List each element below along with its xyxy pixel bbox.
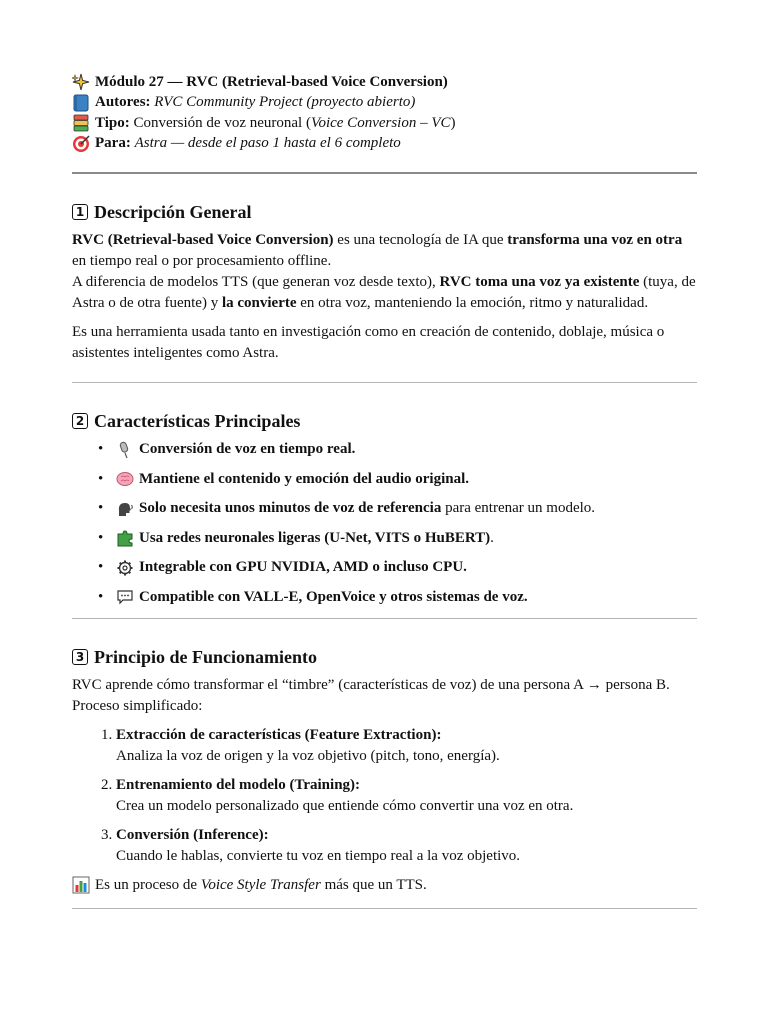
list-item bbox=[98, 557, 697, 578]
step-title: 1. Extracción de características (Feature Extraction): bbox=[116, 726, 442, 743]
section-2-heading bbox=[72, 409, 697, 433]
list-item bbox=[98, 439, 697, 460]
bold-text: RVC toma una voz ya existente bbox=[439, 274, 640, 290]
brain-icon bbox=[116, 470, 134, 488]
step-title: 3. Conversión (Inference): bbox=[116, 826, 269, 843]
books-stack-icon bbox=[72, 114, 90, 132]
text: (tuya, de Astra o de otra fuente) y bbox=[72, 274, 696, 311]
target-icon bbox=[72, 135, 90, 153]
for-label: Para: bbox=[95, 135, 131, 152]
text: Es un proceso de bbox=[95, 876, 201, 893]
text: RVC aprende cómo transformar el “timbre” (características de voz) de una persona A → persona B. bbox=[72, 676, 670, 693]
list-item-label: • Conversión de voz en tiempo real. bbox=[139, 441, 356, 457]
steps-list bbox=[72, 725, 697, 867]
section-1-heading bbox=[72, 200, 697, 224]
list-item-label: • Mantiene el contenido y emoción del audio original. bbox=[139, 470, 469, 487]
section-3-number: 3 bbox=[72, 649, 88, 665]
italic-text: Voice Style Transfer bbox=[200, 876, 321, 893]
text: en tiempo real o por procesamiento offline. bbox=[72, 253, 332, 269]
sparkles-icon bbox=[72, 73, 90, 91]
type-line bbox=[72, 113, 697, 134]
section-2-number: 2 bbox=[72, 413, 88, 429]
section-1-paragraph-2: Es una herramienta usada tanto en investigación como en creación de contenido, doblaje, música o asistentes inteligentes como Astra. bbox=[72, 324, 665, 361]
book-icon bbox=[72, 94, 90, 112]
section-3-title: Principio de Funcionamiento bbox=[94, 646, 318, 667]
speaking-head-icon bbox=[116, 500, 134, 518]
list-item bbox=[98, 498, 697, 519]
bold-text: la convierte bbox=[221, 295, 297, 311]
list-item-label: • Integrable con GPU NVIDIA, AMD o incluso CPU. bbox=[139, 559, 467, 575]
divider bbox=[72, 908, 697, 909]
step-description: Crea un modelo personalizado que entiende cómo convertir una voz en otra. bbox=[116, 797, 574, 814]
list-item bbox=[98, 528, 697, 549]
divider bbox=[72, 382, 697, 383]
section-1-title: Descripción General bbox=[94, 202, 252, 222]
list-item-label: • Compatible con VALL-E, OpenVoice y otros sistemas de voz. bbox=[139, 588, 528, 605]
puzzle-icon bbox=[116, 529, 134, 547]
list-item bbox=[116, 775, 697, 817]
section-3-intro bbox=[72, 675, 697, 717]
authors-value: RVC Community Project (proyecto abierto) bbox=[154, 94, 416, 111]
divider bbox=[72, 618, 697, 619]
for-line bbox=[72, 134, 697, 155]
divider bbox=[72, 172, 697, 174]
section-3-footer bbox=[72, 875, 697, 896]
step-title: 2. Entrenamiento del modelo (Training): bbox=[116, 776, 361, 793]
type-label: Tipo: bbox=[95, 114, 130, 131]
type-value-post: ) bbox=[450, 114, 456, 131]
step-description: Cuando le hablas, convierte tu voz en tiempo real a la voz objetivo. bbox=[116, 847, 521, 864]
microphone-icon bbox=[116, 441, 134, 459]
section-3-heading bbox=[72, 645, 697, 669]
step-description: Analiza la voz de origen y la voz objetivo (pitch, tono, energía). bbox=[116, 747, 500, 764]
list-item-rest: . bbox=[490, 529, 494, 546]
list-item bbox=[98, 587, 697, 608]
list-item-rest: para entrenar un modelo. bbox=[441, 500, 596, 516]
text: A diferencia de modelos TTS (que generan voz desde texto), bbox=[72, 274, 440, 290]
type-value-italic: Voice Conversion – VC bbox=[310, 114, 451, 131]
type-value-pre: Conversión de voz neuronal ( bbox=[133, 114, 311, 131]
module-title: Módulo 27 — RVC (Retrieval-based Voice Conversion) bbox=[95, 73, 448, 90]
for-value: Astra — desde el paso 1 hasta el 6 completo bbox=[134, 135, 401, 152]
list-item bbox=[116, 825, 697, 867]
list-item-label: Solo necesita unos minutos de voz de referencia bbox=[139, 500, 442, 516]
list-item bbox=[116, 725, 697, 767]
text: es una tecnología de IA que bbox=[333, 232, 508, 248]
speech-bubble-icon bbox=[116, 588, 134, 606]
text: Proceso simplificado: bbox=[72, 697, 203, 714]
authors-line bbox=[72, 93, 697, 114]
list-item bbox=[98, 469, 697, 490]
bold-text: RVC (Retrieval-based Voice Conversion) bbox=[72, 232, 334, 248]
authors-label: Autores: bbox=[95, 94, 151, 111]
text: más que un TTS. bbox=[320, 876, 427, 893]
bold-text: transforma una voz en otra bbox=[507, 232, 683, 248]
section-2-title: Características Principales bbox=[94, 411, 301, 431]
features-list bbox=[72, 439, 697, 608]
gear-icon bbox=[116, 559, 134, 577]
list-item-label: Usa redes neuronales ligeras (U-Net, VITS o HuBERT) bbox=[139, 529, 491, 546]
bar-chart-icon bbox=[72, 876, 90, 894]
section-1-paragraph-1 bbox=[72, 230, 697, 314]
module-line bbox=[72, 72, 697, 93]
section-1-number: 1 bbox=[72, 204, 88, 220]
text: en otra voz, manteniendo la emoción, ritmo y naturalidad. bbox=[296, 295, 649, 311]
